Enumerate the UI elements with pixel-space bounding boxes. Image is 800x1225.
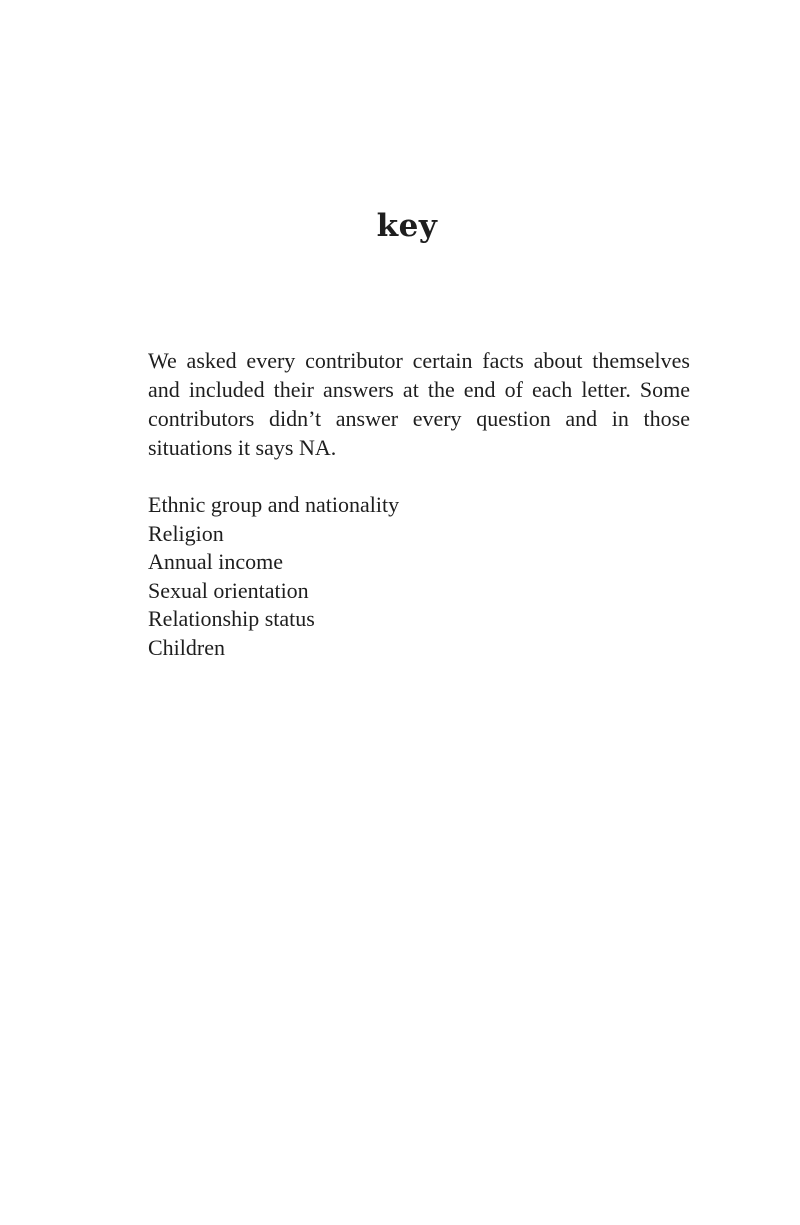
- key-field-religion: Religion: [148, 520, 224, 546]
- key-field-relationship-status: Relationship status: [148, 606, 315, 632]
- key-field-list: [148, 491, 399, 663]
- key-field-ethnic-group: Ethnic group and nationality: [148, 492, 400, 517]
- key-field-sexual-orientation: Sexual orientation: [148, 577, 309, 603]
- intro-paragraph: We asked every contributor certain facts about themselves and included their answers at the end of each letter. Some contributors didn’t answer every question and in those situations it says NA.: [148, 348, 690, 460]
- key-field-children: Children: [148, 634, 225, 660]
- page-title: key: [376, 208, 438, 244]
- key-field-annual-income: Annual income: [148, 549, 284, 575]
